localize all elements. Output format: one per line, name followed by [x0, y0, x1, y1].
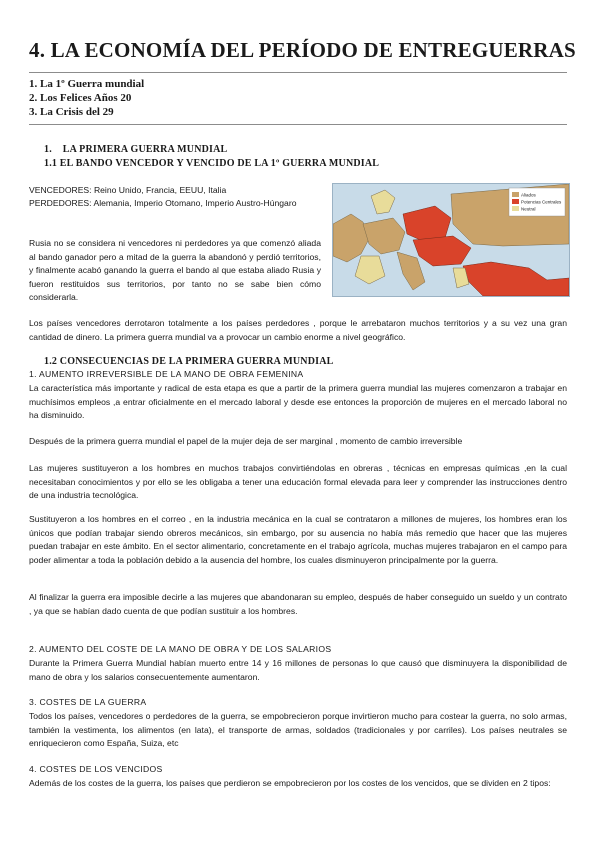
consequence-title: 3. COSTES DE LA GUERRA [29, 697, 147, 707]
toc-item: 1. La 1º Guerra mundial [29, 78, 145, 90]
consequence-title: 1. AUMENTO IRREVERSIBLE DE LA MANO DE OBRA FEMENINA [29, 369, 304, 379]
table-of-contents [29, 77, 144, 119]
legend-label-allies: Aliados [521, 192, 536, 198]
legend-swatch-central-powers [512, 199, 519, 204]
subsection-heading: 1.1 EL BANDO VENCEDOR Y VENCIDO DE LA 1º GUERRA MUNDIAL [44, 158, 380, 169]
victors-line: VENCEDORES: Reino Unido, Francia, EEUU, Italia [29, 185, 227, 195]
page-title: 4. LA ECONOMÍA DEL PERÍODO DE ENTREGUERRAS [29, 38, 576, 62]
paragraph: Al finalizar la guerra era imposible decirle a las mujeres que abandonaran su empleo, después de haber conseguido un sueldo y un contrato , ya que se habían dado cuenta de que podían sustituir a los hombres. [29, 592, 567, 616]
paragraph: Además de los costes de la guerra, los países que perdieron se empobrecieron por los costes de los vencidos, que se dividen en 2 tipos: [29, 778, 551, 788]
paragraph: Todos los países, vencedores o perdedores de la guerra, se empobrecieron porque invirtieron mucho para costear la guerra, no solo armas, también la vestimenta, los alimentos (en lata), el transporte de armas, soldados (tradicionales y por carriles). Los países neutrales se enriquecieron como España, Suiza, etc [29, 711, 567, 748]
consequence-title: 2. AUMENTO DEL COSTE DE LA MANO DE OBRA Y DE LOS SALARIOS [29, 644, 332, 654]
paragraph: Sustituyeron a los hombres en el correo , en la industria mecánica en la cual se contrataron a millones de mujeres, los hombres eran los únicos que podían trabajar siendo obreros mecánicos, sin embargo, por su ausencia no había más remedio que hacer que las mujeres puedan trabajar en este ámbito. En el sector alimentario, concretamente en el trabajo agrícola, muchas mujeres trabajaron en el campo para poder alimentar a toda la población debido a la ausencia del hombre, los cuales disminuyeron principalmente por la guerra. [29, 514, 567, 565]
subsection-heading: 1.2 CONSECUENCIAS DE LA PRIMERA GUERRA MUNDIAL [44, 356, 334, 367]
russia-paragraph: Rusia no se considera ni vencedores ni perdedores ya que comenzó aliada al bando ganador pero a mitad de la guerra la abandonó y perdió territorios, y finalmente acabó ganando la guerra el bando al que estaba aliado Rusia y fueron restituidos sus territorios, por tanto no se sabe bien cómo considerarla. [29, 238, 321, 302]
legend-label-neutral: Neutral [521, 206, 536, 212]
toc-item: 2. Los Felices Años 20 [29, 92, 132, 104]
europe-map [333, 184, 569, 296]
divider [29, 124, 567, 125]
paragraph: La característica más importante y radical de esta etapa es que a partir de la primera guerra mundial las mujeres comenzaron a trabajar en muchísimos empleos ,a entrar oficialmente en el mercado laboral y desde ese entonces la proporción de mujeres en el mercado laboral no ha disminuido. [29, 383, 567, 420]
section-heading: 1. LA PRIMERA GUERRA MUNDIAL [44, 144, 228, 155]
legend-swatch-allies [512, 192, 519, 197]
losers-line: PERDEDORES: Alemania, Imperio Otomano, Imperio Austro-Húngaro [29, 198, 297, 208]
legend-swatch-neutral [512, 206, 519, 211]
paragraph: Las mujeres sustituyeron a los hombres en muchos trabajos convirtiéndolas en obreras , técnicas en empresas químicas ,en la cual necesitaban conocimientos y por ello se les obligaba a tener una educación formal elevada para leer y comprender las instrucciones dentro de una industria tecnológica. [29, 463, 567, 500]
legend-label-central-powers: Potencias Centrales [521, 199, 562, 205]
toc-item: 3. La Crisis del 29 [29, 106, 114, 118]
victors-paragraph: Los países vencedores derrotaron totalmente a los países perdedores , porque le arrebataron muchos territorios y a su vez una gran cantidad de dinero. La primera guerra mundial va a provocar un cambio enorme a nivel geográfico. [29, 318, 567, 342]
consequence-title: 4. COSTES DE LOS VENCIDOS [29, 764, 163, 774]
divider [29, 72, 567, 73]
paragraph: Durante la Primera Guerra Mundial habían muerto entre 14 y 16 millones de personas lo que causó que disminuyera la disponibilidad de mano de obra y los salarios consecuentemente aumentaron. [29, 658, 567, 682]
paragraph: Después de la primera guerra mundial el papel de la mujer deja de ser marginal , momento de cambio irreversible [29, 436, 463, 446]
europe-map-image [332, 183, 570, 297]
